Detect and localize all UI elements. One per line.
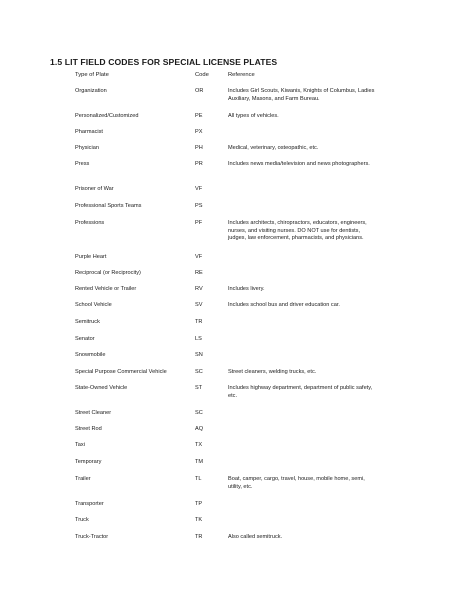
plate-type-cell: Rented Vehicle or Trailer bbox=[75, 286, 137, 292]
table-row bbox=[75, 336, 375, 352]
table-row bbox=[75, 286, 375, 302]
plate-type-cell: Snowmobile bbox=[75, 352, 106, 358]
plate-type-cell: Physician bbox=[75, 145, 99, 151]
table-row bbox=[75, 203, 375, 220]
plate-code-cell: TL bbox=[195, 476, 202, 482]
table-row bbox=[75, 517, 375, 534]
plate-type-cell: Semitruck bbox=[75, 319, 100, 325]
plate-code-cell: OR bbox=[195, 88, 204, 94]
table-row bbox=[75, 459, 375, 476]
plate-code-cell: PR bbox=[195, 161, 203, 167]
plate-code-cell: TP bbox=[195, 501, 203, 507]
plate-type-cell: Special Purpose Commercial Vehicle bbox=[75, 369, 167, 375]
table-row bbox=[75, 88, 375, 113]
reference-cell: Includes livery. bbox=[228, 286, 265, 292]
section-title: 1.5 LIT FIELD CODES FOR SPECIAL LICENSE PLATES bbox=[50, 57, 278, 67]
plate-codes-table bbox=[75, 72, 375, 550]
table-row bbox=[75, 534, 375, 550]
plate-type-cell: Professions bbox=[75, 220, 105, 226]
table-row bbox=[75, 270, 375, 286]
reference-cell: Boat, camper, cargo, travel, house, mobile home, semi, utility, etc. bbox=[228, 476, 365, 490]
plate-code-cell: RE bbox=[195, 270, 203, 276]
column-header-code: Code bbox=[195, 72, 209, 78]
reference-cell: Includes Girl Scouts, Kiwanis, Knights of Columbus, Ladies Auxiliary, Masons, and Farm Bureau. bbox=[228, 88, 375, 102]
plate-code-cell: SV bbox=[195, 302, 203, 308]
table-row bbox=[75, 352, 375, 369]
plate-type-cell: Personalized/Customized bbox=[75, 113, 139, 119]
plate-type-cell: Truck bbox=[75, 517, 89, 523]
table-row bbox=[75, 319, 375, 336]
reference-cell: Includes school bus and driver education car. bbox=[228, 302, 340, 308]
plate-type-cell: Purple Heart bbox=[75, 254, 107, 260]
plate-type-cell: Senator bbox=[75, 336, 95, 342]
table-row bbox=[75, 442, 375, 459]
plate-type-cell: Prisoner of War bbox=[75, 186, 114, 192]
plate-type-cell: School Vehicle bbox=[75, 302, 112, 308]
reference-cell: Medical, veterinary, osteopathic, etc. bbox=[228, 145, 319, 151]
table-row bbox=[75, 220, 375, 254]
reference-cell: Includes news media/television and news photographers. bbox=[228, 161, 370, 167]
plate-type-cell: Pharmacist bbox=[75, 129, 103, 135]
plate-code-cell: VF bbox=[195, 254, 203, 260]
plate-code-cell: TR bbox=[195, 319, 203, 325]
plate-code-cell: PX bbox=[195, 129, 203, 135]
plate-code-cell: PE bbox=[195, 113, 203, 119]
plate-code-cell: TM bbox=[195, 459, 204, 465]
plate-type-cell: Truck-Tractor bbox=[75, 534, 109, 540]
plate-code-cell: TR bbox=[195, 534, 203, 540]
plate-type-cell: Reciprocal (or Reciprocity) bbox=[75, 270, 141, 276]
table-row bbox=[75, 254, 375, 270]
plate-code-cell: RV bbox=[195, 286, 203, 292]
plate-type-cell: Professional Sports Teams bbox=[75, 203, 142, 209]
table-row bbox=[75, 129, 375, 145]
plate-code-cell: TX bbox=[195, 442, 203, 448]
plate-type-cell: Street Rod bbox=[75, 426, 102, 432]
table-row bbox=[75, 501, 375, 517]
plate-code-cell: AQ bbox=[195, 426, 204, 432]
plate-code-cell: PH bbox=[195, 145, 203, 151]
table-row bbox=[75, 410, 375, 426]
plate-code-cell: SC bbox=[195, 369, 203, 375]
plate-type-cell: Taxi bbox=[75, 442, 85, 448]
reference-cell: Also called semitruck. bbox=[228, 534, 283, 540]
column-header-type: Type of Plate bbox=[75, 72, 109, 78]
reference-cell: All types of vehicles. bbox=[228, 113, 279, 119]
table-row bbox=[75, 369, 375, 385]
plate-code-cell: PS bbox=[195, 203, 203, 209]
plate-code-cell: TK bbox=[195, 517, 203, 523]
plate-code-cell: LS bbox=[195, 336, 202, 342]
plate-code-cell: VF bbox=[195, 186, 203, 192]
plate-type-cell: Temporary bbox=[75, 459, 102, 465]
table-row bbox=[75, 385, 375, 410]
table-row bbox=[75, 161, 375, 186]
reference-cell: Includes architects, chiropractors, educators, engineers, nurses, and visiting nurses. DO NOT use for dentists, judges, law enforcement, pharmacists, and physicians. bbox=[228, 220, 367, 242]
plate-type-cell: Transporter bbox=[75, 501, 104, 507]
plate-type-cell: Street Cleaner bbox=[75, 410, 112, 416]
plate-code-cell: SC bbox=[195, 410, 203, 416]
column-header-reference: Reference bbox=[228, 72, 255, 78]
reference-cell: Street cleaners, welding trucks, etc. bbox=[228, 369, 317, 375]
table-row bbox=[75, 113, 375, 129]
plate-type-cell: Press bbox=[75, 161, 90, 167]
plate-code-cell: SN bbox=[195, 352, 203, 358]
table-row bbox=[75, 476, 375, 501]
reference-cell: Includes highway department, department of public safety, etc. bbox=[228, 385, 373, 399]
plate-code-cell: ST bbox=[195, 385, 203, 391]
table-body bbox=[75, 88, 375, 550]
table-row bbox=[75, 145, 375, 161]
table-header bbox=[75, 72, 375, 88]
table-row bbox=[75, 186, 375, 203]
table-row bbox=[75, 302, 375, 319]
plate-type-cell: State-Owned Vehicle bbox=[75, 385, 128, 391]
plate-type-cell: Organization bbox=[75, 88, 107, 94]
plate-code-cell: PF bbox=[195, 220, 203, 226]
table-row bbox=[75, 426, 375, 442]
plate-type-cell: Trailer bbox=[75, 476, 91, 482]
